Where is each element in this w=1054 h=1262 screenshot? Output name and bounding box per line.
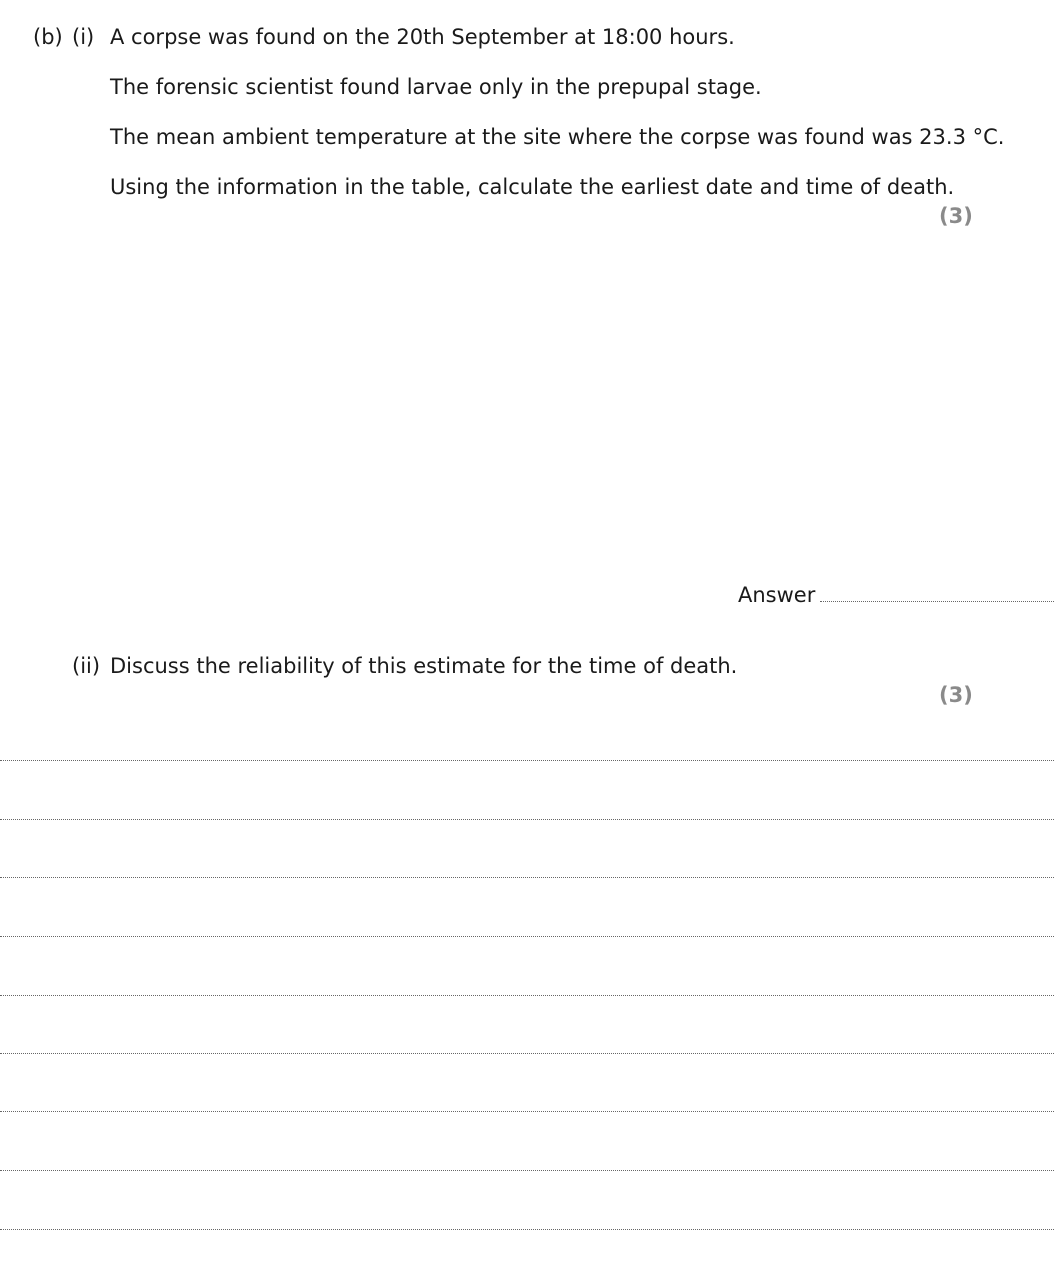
- writing-line-1[interactable]: [0, 760, 1054, 761]
- marks-i: (3): [939, 204, 973, 228]
- writing-line-9[interactable]: [0, 1229, 1054, 1230]
- writing-line-2[interactable]: [0, 819, 1054, 820]
- writing-line-6[interactable]: [0, 1053, 1054, 1054]
- writing-line-4[interactable]: [0, 936, 1054, 937]
- subpart-label-i: (i): [72, 25, 95, 49]
- question-line-4: Using the information in the table, calculate the earliest date and time of death.: [110, 175, 955, 199]
- marks-ii: (3): [939, 683, 973, 707]
- writing-line-3[interactable]: [0, 877, 1054, 878]
- question-line-3: The mean ambient temperature at the site where the corpse was found was 23.3 °C.: [110, 125, 1005, 149]
- question-line-2: The forensic scientist found larvae only in the prepupal stage.: [110, 75, 762, 99]
- question-ii-text: Discuss the reliability of this estimate for the time of death.: [110, 654, 738, 678]
- answer-field[interactable]: [820, 601, 1054, 602]
- subpart-label-ii: (ii): [72, 654, 101, 678]
- writing-line-8[interactable]: [0, 1170, 1054, 1171]
- answer-label: Answer: [738, 583, 816, 607]
- writing-line-5[interactable]: [0, 995, 1054, 996]
- part-label-b: (b): [33, 25, 63, 49]
- question-line-1: A corpse was found on the 20th September at 18:00 hours.: [110, 25, 735, 49]
- writing-line-7[interactable]: [0, 1111, 1054, 1112]
